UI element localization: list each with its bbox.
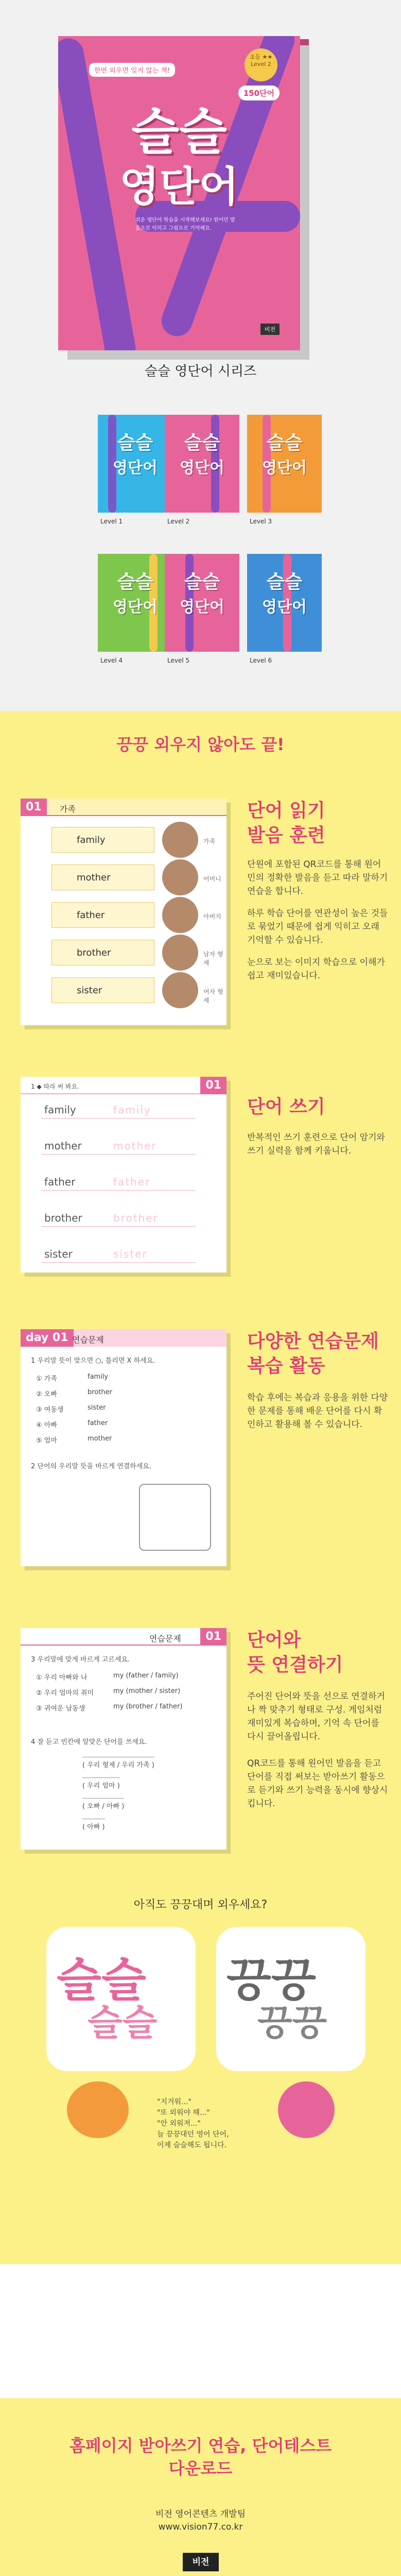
feature-text: 반복적인 쓰기 훈련으로 단어 암기와 쓰기 실력을 함께 키웁니다. [247, 1132, 385, 1156]
feature-title-matching: 단어와 뜻 연결하기 [247, 1630, 343, 1675]
footer-url[interactable]: www.vision77.co.kr [158, 2522, 243, 2532]
book-spine [299, 39, 309, 350]
exercise-item: ① 우리 아빠와 나 [36, 1674, 88, 1682]
exercise-question: 3 우리말에 맞게 바르게 고르세요. [31, 1656, 130, 1664]
feature-text: QR코드를 통해 원어민 발음을 듣고 단어를 직접 써보는 받아쓰기 활동으로 듣기와 쓰기 능력을 동시에 향상시킵니다. [247, 1758, 388, 1809]
feature-title-exercise: 다양한 연습문제 복습 활동 [247, 1331, 379, 1377]
character-illustration [67, 2081, 129, 2138]
hero-section [0, 0, 401, 384]
topic-label: 가족 [60, 804, 76, 814]
series-section [0, 384, 401, 711]
family-drawing [139, 1484, 211, 1551]
exercise-item: ① 가족 [36, 1375, 57, 1383]
exercise-item: ② 오빠 [36, 1391, 57, 1398]
features-section [0, 711, 401, 2264]
footer-section [0, 2264, 401, 2576]
trace-line [41, 1154, 196, 1155]
book-cover [58, 36, 300, 350]
book-title: 영단어 [113, 598, 158, 616]
trace-ghost: mother [113, 1140, 157, 1152]
father-photo [162, 897, 198, 933]
trace-ghost: brother [113, 1212, 159, 1224]
footer-title: 홈페이지 받아쓰기 연습, 단어테스트 다운로드 [69, 2436, 332, 2478]
footer-company: 비전 영어콘텐츠 개발팀 [155, 2509, 246, 2519]
book-title: 영단어 [180, 598, 224, 616]
word-meaning: 가족 [203, 838, 216, 845]
dictation-blank: ( 오빠 / 아빠 ) [82, 1798, 124, 1810]
book-title: 영단어 [262, 459, 307, 477]
sample-page-writing [21, 1077, 226, 1273]
series-label-2: Level 2 [167, 518, 190, 525]
dictation-blank: ( 우리 엄마 ) [82, 1777, 120, 1790]
exercise-subtitle: 연습문제 [149, 1634, 181, 1643]
feature-text: 학습 후에는 복습과 응용을 위한 다양한 문제를 통해 배운 단어를 다시 확인하고 활용해 볼 수 있습니다. [247, 1393, 388, 1430]
trace-word: sister [44, 1248, 73, 1260]
book-title: 영단어 [113, 459, 158, 477]
cover-title-line2: 영단어 [119, 163, 239, 211]
cover-description: 쉬운 영단어 학습을 시작해보세요! 원어민 발음으로 익히고 그림으로 기억해요. [135, 217, 235, 231]
book-title: 슬슬 [117, 432, 153, 453]
brother-photo [162, 935, 198, 971]
trace-line [41, 1226, 196, 1227]
exercise-item: ② 우리 엄마의 취미 [36, 1689, 94, 1697]
word-count-tag: 150단어 [238, 86, 280, 100]
day-number: day 01 [21, 1329, 74, 1347]
series-label-4: Level 4 [100, 657, 123, 664]
series-title: 슬슬 영단어 시리즈 [144, 364, 257, 379]
publisher-logo: 비전 [183, 2553, 219, 2571]
sheet-header [21, 799, 226, 816]
word-row: family [51, 827, 154, 853]
day-number: 01 [200, 1077, 226, 1094]
feature-text: 하루 학습 단어를 연관성이 높은 것들로 묶었기 때문에 쉽게 익히고 오래 기억할 수 있습니다. [247, 908, 388, 945]
exercise-item: ⑤ 엄마 [36, 1437, 57, 1445]
sister-photo [162, 972, 198, 1008]
trace-line [41, 1262, 196, 1263]
book-title: 슬슬 [266, 571, 303, 592]
exercise-item: my (mother / sister) [113, 1687, 181, 1695]
character-quote: "지겨워..." "또 외워야 해..." "안 외워져..." 늘 끙끙대던 영어 단어, 이제 슬슬해도 됩니다. [157, 2098, 229, 2149]
book-title: 슬슬 [184, 432, 220, 453]
glyph-kkeung: 끙끙 [226, 1953, 316, 2007]
exercise-item: brother [88, 1388, 112, 1396]
question-text: 아직도 끙끙대며 외우세요? [133, 1899, 268, 1911]
sample-page-exercise [21, 1329, 226, 1566]
series-book-6[interactable] [247, 554, 322, 652]
series-label-6: Level 6 [250, 657, 272, 664]
trace-ghost: father [113, 1176, 151, 1188]
exercise-item: mother [88, 1435, 112, 1443]
word-meaning: 어머니 [203, 875, 221, 883]
trace-ghost: family [113, 1104, 151, 1116]
mother-photo [162, 859, 198, 895]
exercise-item: family [88, 1373, 109, 1381]
book-title: 슬슬 [184, 571, 220, 592]
publisher-mark: 비전 [260, 324, 280, 335]
series-book-1[interactable] [98, 415, 172, 513]
sample-page-reading [21, 799, 226, 1025]
feature-title-reading: 단어 읽기 발음 훈련 [247, 800, 325, 846]
feature-text: 주어진 단어와 뜻을 선으로 연결하거나 짝 맞추기 형태로 구성. 게임처럼 재미있게 복습하며, 기억 속 단어를 다시 끌어올립니다. [247, 1691, 385, 1742]
exercise-question: 2 단어의 우리말 뜻을 바르게 연결하세요. [31, 1463, 151, 1470]
sample-page-matching [21, 1628, 226, 1850]
exercise-item: sister [88, 1404, 106, 1412]
word-meaning: 남자 형제 [203, 951, 223, 967]
trace-word: mother [44, 1140, 82, 1152]
word-row: father [51, 902, 154, 928]
feature-text: 눈으로 보는 이미지 학습으로 이해가 쉽고 재미있습니다. [247, 957, 385, 981]
glyph-seul: 슬슬 [57, 1953, 146, 2007]
book-title: 슬슬 [117, 571, 153, 592]
word-row: brother [51, 940, 154, 965]
trace-line [41, 1190, 196, 1191]
exercise-item: father [88, 1419, 108, 1427]
cover-title-line1: 슬슬 [131, 103, 227, 161]
exercise-item: ③ 여동생 [36, 1406, 64, 1414]
series-book-5[interactable] [165, 554, 239, 652]
series-book-2[interactable] [165, 415, 239, 513]
word-row: mother [51, 865, 154, 890]
exercise-head: 1 ◆ 따라 써 봐요. [31, 1083, 79, 1090]
book-title: 영단어 [262, 598, 307, 616]
series-label-1: Level 1 [100, 518, 123, 525]
exercise-question: 4 잘 듣고 빈칸에 알맞은 단어를 쓰세요. [31, 1738, 147, 1746]
series-book-4[interactable] [98, 554, 172, 652]
family-photo [162, 822, 198, 858]
day-number: 01 [200, 1628, 226, 1646]
exercise-question: 1 우리말 뜻이 맞으면 ○, 틀리면 X 하세요. [31, 1357, 155, 1365]
exercise-item: ③ 귀여운 남동생 [36, 1705, 85, 1713]
feature-text: 단원에 포함된 QR코드를 통해 원어민의 정확한 발음을 듣고 따라 말하기 연습을 합니다. [247, 859, 388, 896]
exercise-item: my (brother / father) [113, 1703, 183, 1710]
cover-tag: 한번 외우면 잊지 않는 책! [89, 63, 175, 77]
word-meaning: 여자 형제 [203, 988, 223, 1004]
feature-title-writing: 단어 쓰기 [247, 1096, 325, 1117]
word-row: sister [51, 977, 154, 1003]
series-label-3: Level 3 [250, 518, 272, 525]
series-label-5: Level 5 [167, 657, 190, 664]
footer-band [0, 2398, 401, 2576]
glyph-seul: 슬슬 [88, 2002, 158, 2044]
sheet-header [21, 1628, 226, 1646]
word-meaning: 아버지 [203, 913, 221, 920]
glyph-kkeung: 끙끙 [257, 2002, 327, 2044]
trace-word: family [44, 1104, 76, 1116]
exercise-item: ④ 아빠 [36, 1421, 57, 1429]
trace-word: father [44, 1176, 76, 1188]
trace-ghost: sister [113, 1248, 148, 1260]
exercise-item: my (father / family) [113, 1672, 179, 1680]
trace-word: brother [44, 1212, 82, 1224]
series-book-3[interactable] [247, 415, 322, 513]
dictation-blank: ( 아빠 ) [82, 1819, 105, 1831]
book-title: 영단어 [180, 459, 224, 477]
day-number: 01 [21, 799, 47, 816]
dictation-blank: ( 우리 형제 / 우리 가족 ) [82, 1757, 154, 1769]
level-badge: 초등 ★★ Level 2 [245, 48, 277, 81]
book-title: 슬슬 [266, 432, 303, 453]
exercise-subtitle: 연습문제 [72, 1335, 104, 1345]
features-heading: 끙끙 외우지 않아도 끝! [116, 735, 285, 754]
